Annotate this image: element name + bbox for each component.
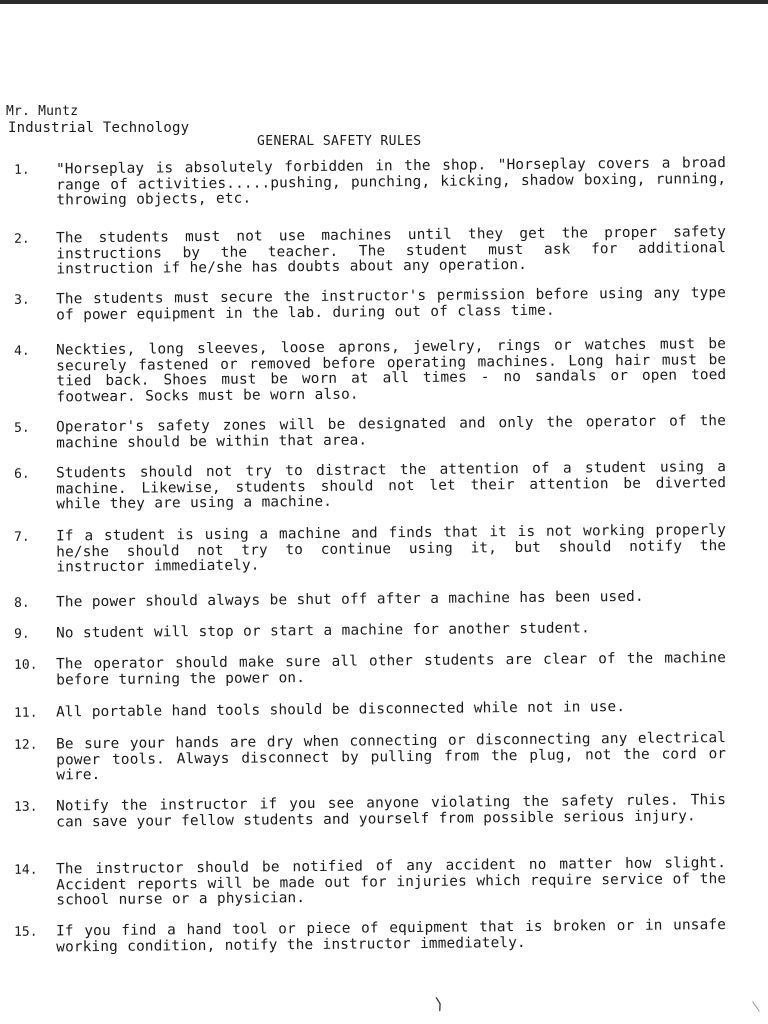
- rule-item: [0, 285, 768, 323]
- rule-number: 5.: [13, 420, 30, 436]
- department-name: Industrial Technology: [8, 120, 190, 136]
- rule-number: 11.: [13, 705, 38, 721]
- rule-text: "Horseplay is absolutely forbidden in the shop. "Horseplay covers a broad range of activities.....pushing, punching, kicking, shadow boxing, running, throwing objects, etc.: [55, 155, 727, 209]
- rule-text: The instructor should be notified of any accident no matter how slight. Accident reports will be made out for injuries which require service of the school nurse or a physician.: [55, 855, 727, 909]
- rule-item: [0, 522, 768, 576]
- rule-item: [0, 792, 768, 830]
- rule-text: Neckties, long sleeves, loose aprons, jewelry, rings or watches must be securely fastened or removed before operating machines. Long hair must be tied back. Shoes must be worn at all times - no sandals or open toed footwear. Socks must be worn also.: [55, 336, 727, 405]
- rule-item: [0, 855, 768, 909]
- rule-text: Students should not try to distract the attention of a student using a machine. Likewise, students should not let their attention be diverted while they are using a machine.: [55, 459, 727, 513]
- rule-number: 2.: [13, 231, 30, 247]
- document-title: GENERAL SAFETY RULES: [257, 134, 422, 149]
- rule-item: [0, 413, 768, 451]
- rule-text: Operator's safety zones will be designated and only the operator of the machine should be within that area.: [55, 413, 727, 451]
- rule-number: 6.: [13, 466, 30, 482]
- rule-item: [0, 917, 768, 955]
- rule-text: Notify the instructor if you see anyone violating the safety rules. This can save your fellow students and yourself from possible serious injury.: [55, 792, 727, 830]
- rule-number: 12.: [13, 737, 38, 753]
- scan-edge: [0, 0, 768, 4]
- rule-text: The students must not use machines until they get the proper safety instructions by the teacher. The student must ask for additional instruction if he/she has doubts about any operation.: [55, 224, 727, 278]
- rule-text: If a student is using a machine and finds that it is not working properly he/she should not try to continue using it, but should notify the instructor immediately.: [55, 522, 727, 576]
- rule-number: 7.: [13, 529, 30, 545]
- rule-item: [0, 650, 768, 688]
- rule-item: [0, 730, 768, 784]
- rule-text: All portable hand tools should be disconnected while not in use.: [55, 698, 626, 721]
- pen-mark: ⟩: [431, 993, 446, 1014]
- author-name: Mr. Muntz: [6, 104, 79, 119]
- rule-item: [0, 459, 768, 513]
- rule-number: 14.: [13, 862, 38, 878]
- rule-text: The power should always be shut off after a machine has been used.: [55, 588, 644, 611]
- rule-number: 10.: [13, 657, 38, 673]
- rule-item: [0, 155, 768, 209]
- rule-number: 8.: [13, 595, 30, 611]
- rule-item: [0, 588, 768, 611]
- rule-text: If you find a hand tool or piece of equipment that is broken or in unsafe working condition, notify the instructor immediately.: [55, 917, 727, 955]
- rule-number: 3.: [13, 292, 30, 308]
- rule-number: 1.: [13, 162, 30, 178]
- rule-item: [0, 698, 768, 721]
- rule-number: 13.: [13, 799, 38, 815]
- rule-text: The students must secure the instructor's permission before using any type of power equipment in the lab. during out of class time.: [55, 285, 727, 323]
- rule-item: [0, 336, 768, 405]
- rule-number: 4.: [13, 343, 30, 359]
- rule-text: The operator should make sure all other students are clear of the machine before turning the power on.: [55, 650, 727, 688]
- rule-text: No student will stop or start a machine for another student.: [55, 620, 590, 642]
- rule-number: 15.: [13, 924, 38, 940]
- rule-item: [0, 224, 768, 278]
- rule-item: [0, 620, 768, 642]
- rule-text: Be sure your hands are dry when connecting or disconnecting any electrical power tools. Always disconnect by pulling from the plug, not the cord or wire.: [55, 730, 727, 784]
- scan-artifact: [752, 1001, 760, 1011]
- rule-number: 9.: [13, 626, 30, 642]
